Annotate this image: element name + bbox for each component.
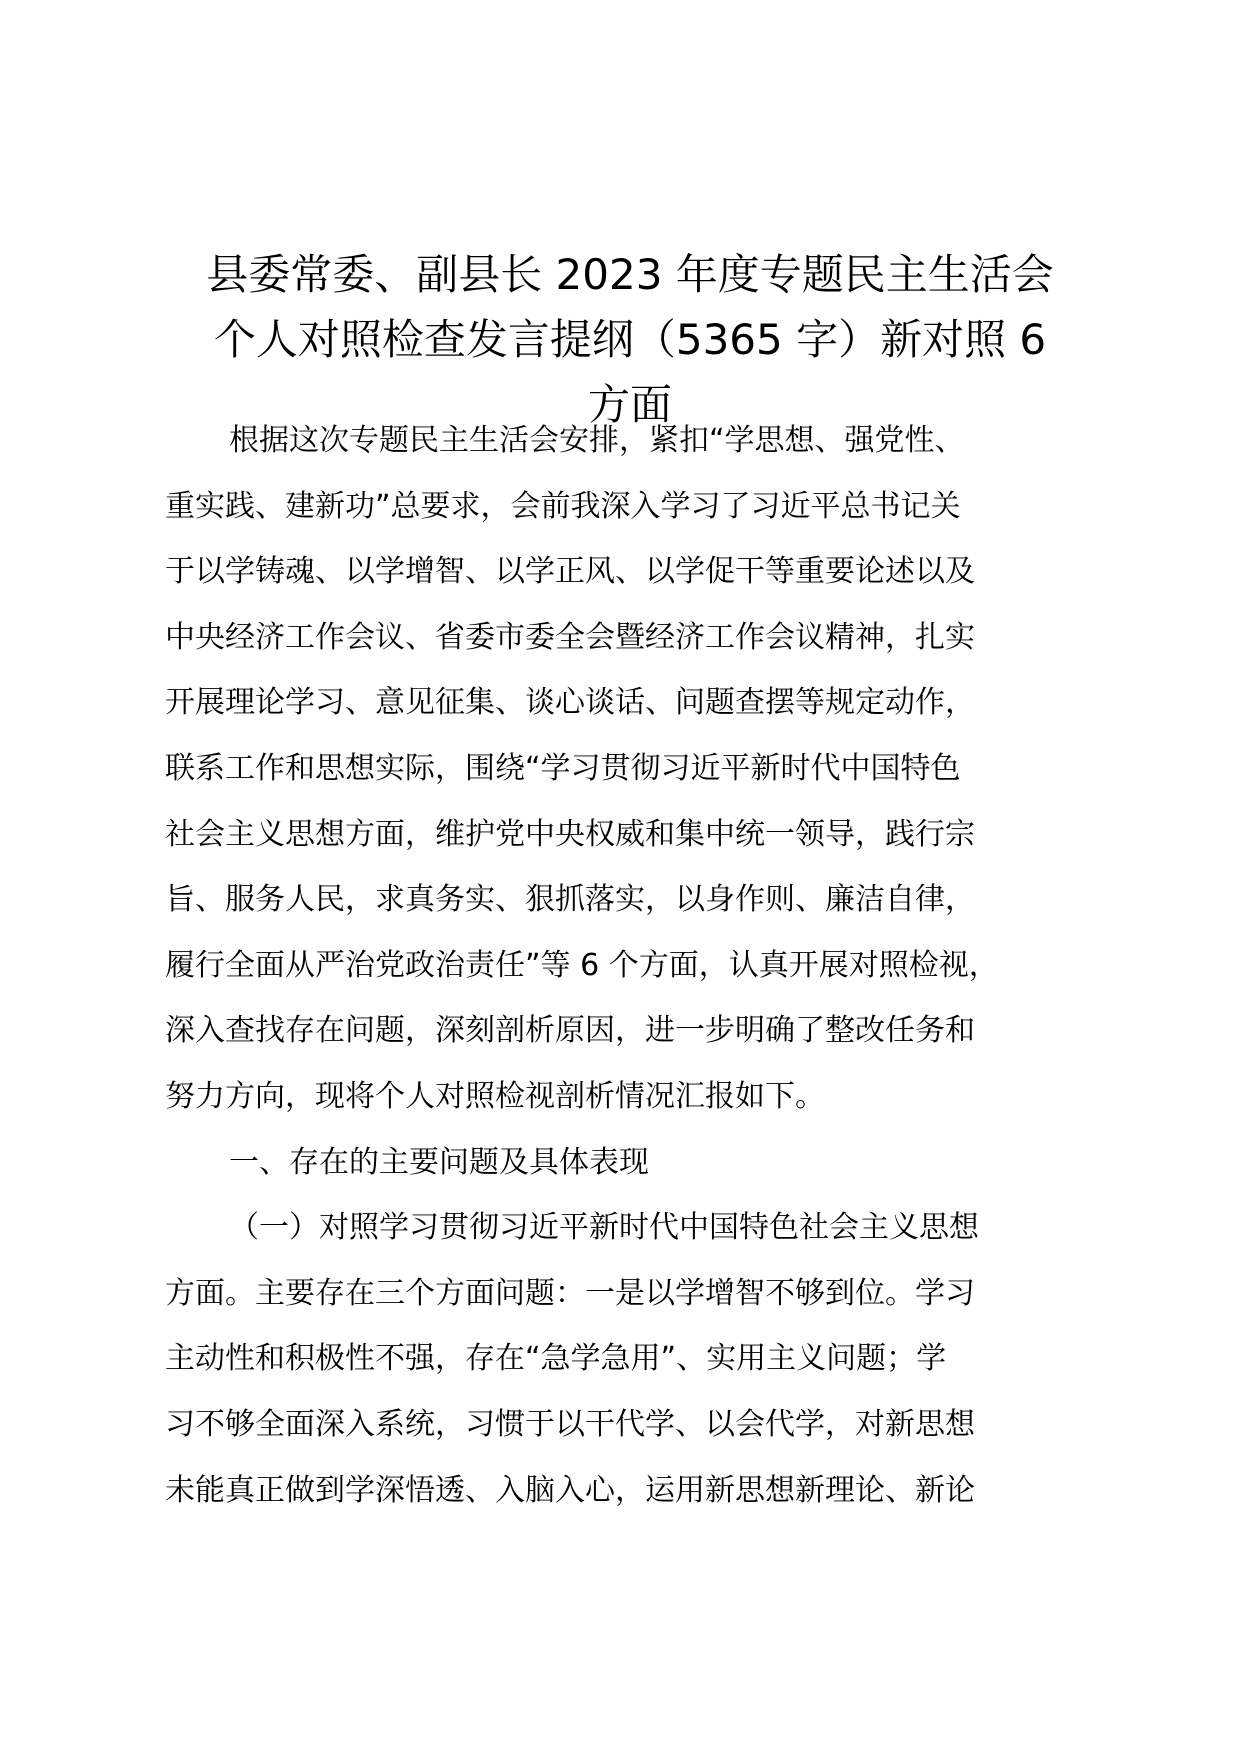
- body-line: 中央经济工作会议、省委市委全会暨经济工作会议精神，扎实: [165, 619, 975, 655]
- section-heading: 一、存在的主要问题及具体表现: [229, 1144, 649, 1180]
- subsection-line: （一）对照学习贯彻习近平新时代中国特色社会主义思想: [229, 1210, 979, 1246]
- subsection-line: 方面。主要存在三个方面问题：一是以学增智不够到位。学习: [165, 1275, 975, 1311]
- subsection-line: 习不够全面深入系统，习惯于以干代学、以会代学，对新思想: [165, 1406, 975, 1442]
- title-line-3: 方面: [587, 380, 672, 429]
- subsection-line: 主动性和积极性不强，存在“急学急用”、实用主义问题；学: [165, 1341, 947, 1377]
- document-body: [165, 408, 1115, 1523]
- body-line: 根据这次专题民主生活会安排，紧扣“学思想、强党性、: [229, 423, 965, 458]
- body-line: 开展理论学习、意见征集、谈心谈话、问题查摆等规定动作，: [165, 685, 975, 721]
- title-line-2: 个人对照检查发言提纲（5365 字）新对照 6: [213, 315, 1047, 364]
- subsection-line: 未能真正做到学深悟透、入脑入心，运用新思想新理论、新论: [165, 1472, 975, 1508]
- body-line: 履行全面从严治党政治责任”等 6 个方面，认真开展对照检视，: [165, 947, 999, 983]
- title-line-1: 县委常委、副县长 2023 年度专题民主生活会: [206, 250, 1054, 299]
- body-line: 社会主义思想方面，维护党中央权威和集中统一领导，践行宗: [165, 816, 975, 852]
- body-line: 于以学铸魂、以学增智、以学正风、以学促干等重要论述以及: [165, 554, 975, 590]
- body-line: 努力方向，现将个人对照检视剖析情况汇报如下。: [165, 1078, 825, 1114]
- body-line: 旨、服务人民，求真务实、狠抓落实，以身作则、廉洁自律，: [165, 882, 975, 918]
- body-line: 联系工作和思想实际，围绕“学习贯彻习近平新时代中国特色: [165, 750, 961, 786]
- body-line: 深入查找存在问题，深刻剖析原因，进一步明确了整改任务和: [165, 1013, 975, 1049]
- body-line: 重实践、建新功”总要求，会前我深入学习了习近平总书记关: [165, 488, 961, 524]
